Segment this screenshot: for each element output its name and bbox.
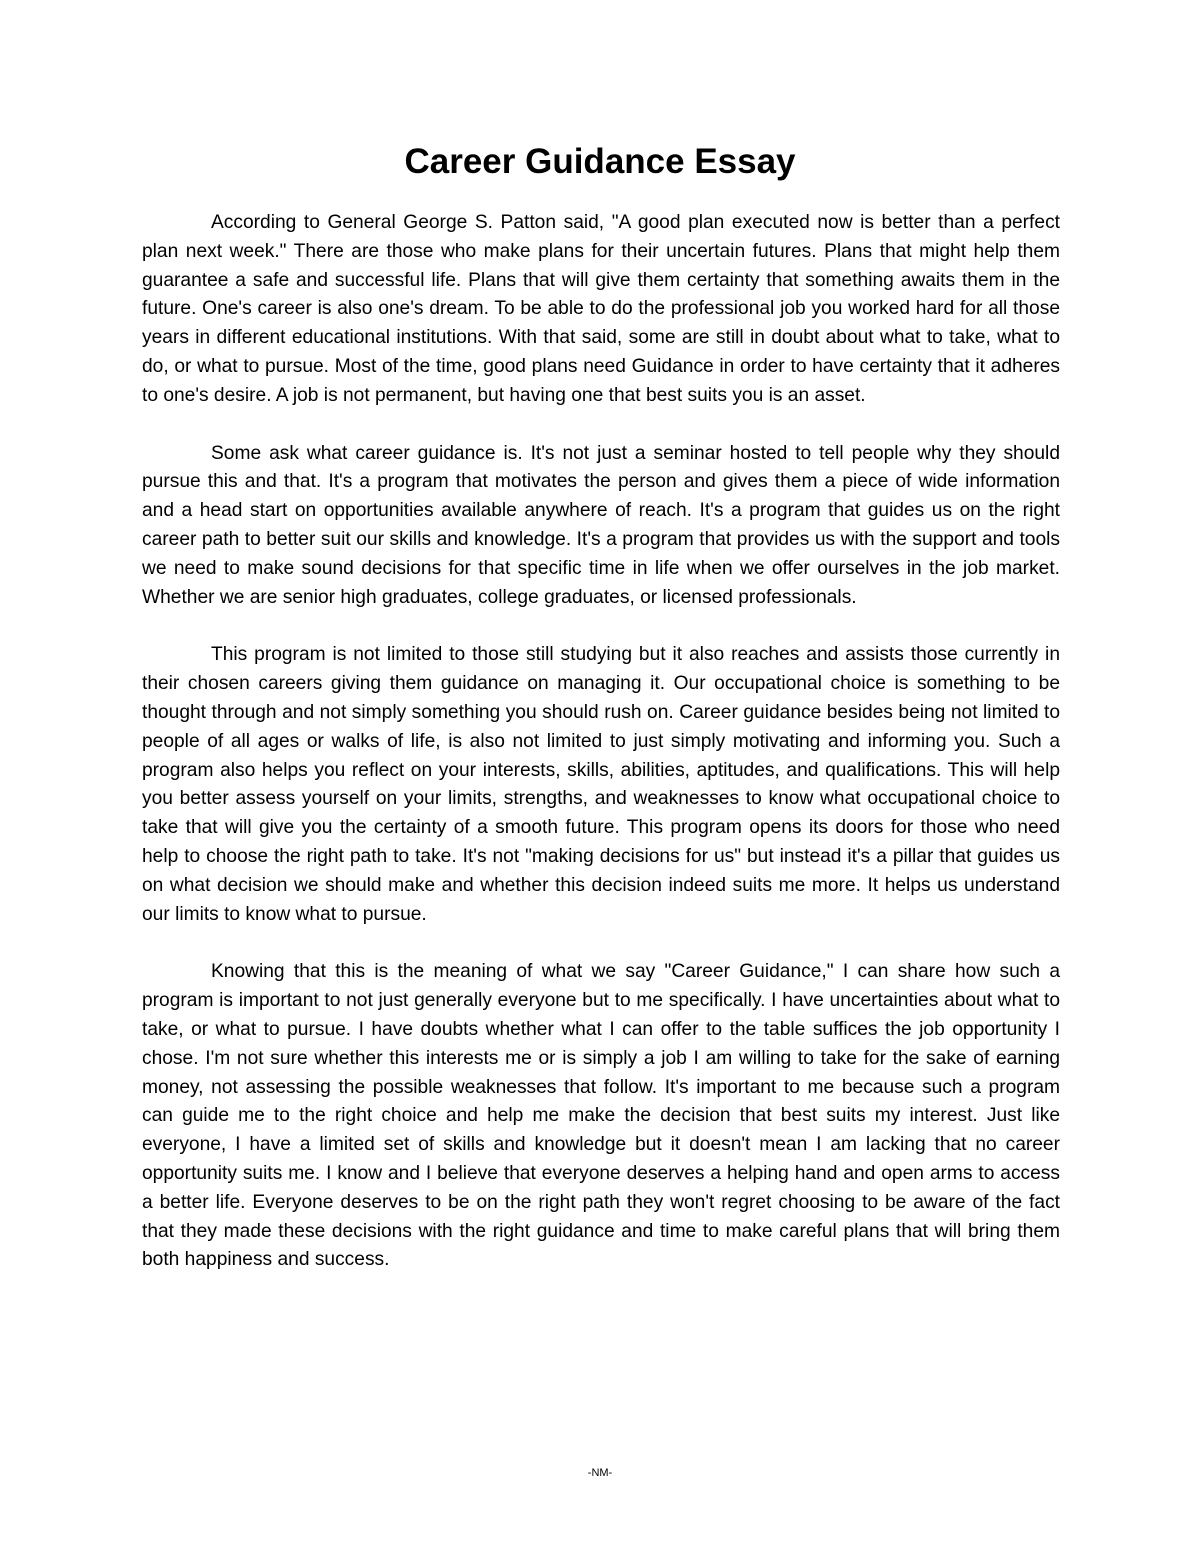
paragraph-1: According to General George S. Patton said, "A good plan executed now is better than a perfect plan next week." There are those who make plans for their uncertain futures. Plans that might help them guarantee a safe and successful life. Plans that will give them certainty that something awaits them in the future. One's career is also one's dream. To be able to do the professional job you worked hard for all those years in different educational institutions. With that said, some are still in doubt about what to take, what to do, or what to pursue. Most of the time, good plans need Guidance in order to have certainty that it adheres to one's desire. A job is not permanent, but having one that best suits you is an asset.	[142, 212, 1060, 406]
page-footer: -NM-	[587, 1467, 613, 1479]
document-title: Career Guidance Essay	[404, 142, 796, 181]
paragraph-2: Some ask what career guidance is. It's not just a seminar hosted to tell people why they should pursue this and that. It's a program that motivates the person and gives them a piece of wide information and a head start on opportunities available anywhere of reach. It's a program that guides us on the right career path to better suit our skills and knowledge. It's a program that provides us with the support and tools we need to make sound decisions for that specific time in life when we offer ourselves in the job market. Whether we are senior high graduates, college graduates, or licensed professionals.	[142, 442, 1060, 608]
essay-body	[142, 209, 1060, 1304]
paragraph-3: This program is not limited to those still studying but it also reaches and assists those currently in their chosen careers giving them guidance on managing it. Our occupational choice is something to be thought through and not simply something you should rush on. Career guidance besides being not limited to people of all ages or walks of life, is also not limited to just simply motivating and informing you. Such a program also helps you reflect on your interests, skills, abilities, aptitudes, and qualifications. This will help you better assess yourself on your limits, strengths, and weaknesses to know what occupational choice to take that will give you the certainty of a smooth future. This program opens its doors for those who need help to choose the right path to take. It's not "making decisions for us" but instead it's a pillar that guides us on what decision we should make and whether this decision indeed suits me more. It helps us understand our limits to know what to pursue.	[142, 644, 1060, 925]
paragraph-4: Knowing that this is the meaning of what we say "Career Guidance," I can share how such a program is important to not just generally everyone but to me specifically. I have uncertainties about what to take, or what to pursue. I have doubts whether what I can offer to the table suffices the job opportunity I chose. I'm not sure whether this interests me or is simply a job I am willing to take for the sake of earning money, not assessing the possible weaknesses that follow. It's important to me because such a program can guide me to the right choice and help me make the decision that best suits my interest. Just like everyone, I have a limited set of skills and knowledge but it doesn't mean I am lacking that no career opportunity suits me. I know and I believe that everyone deserves a helping hand and open arms to access a better life. Everyone deserves to be on the right path they won't regret choosing to be aware of the fact that they made these decisions with the right guidance and time to make careful plans that will bring them both happiness and success.	[142, 961, 1060, 1271]
